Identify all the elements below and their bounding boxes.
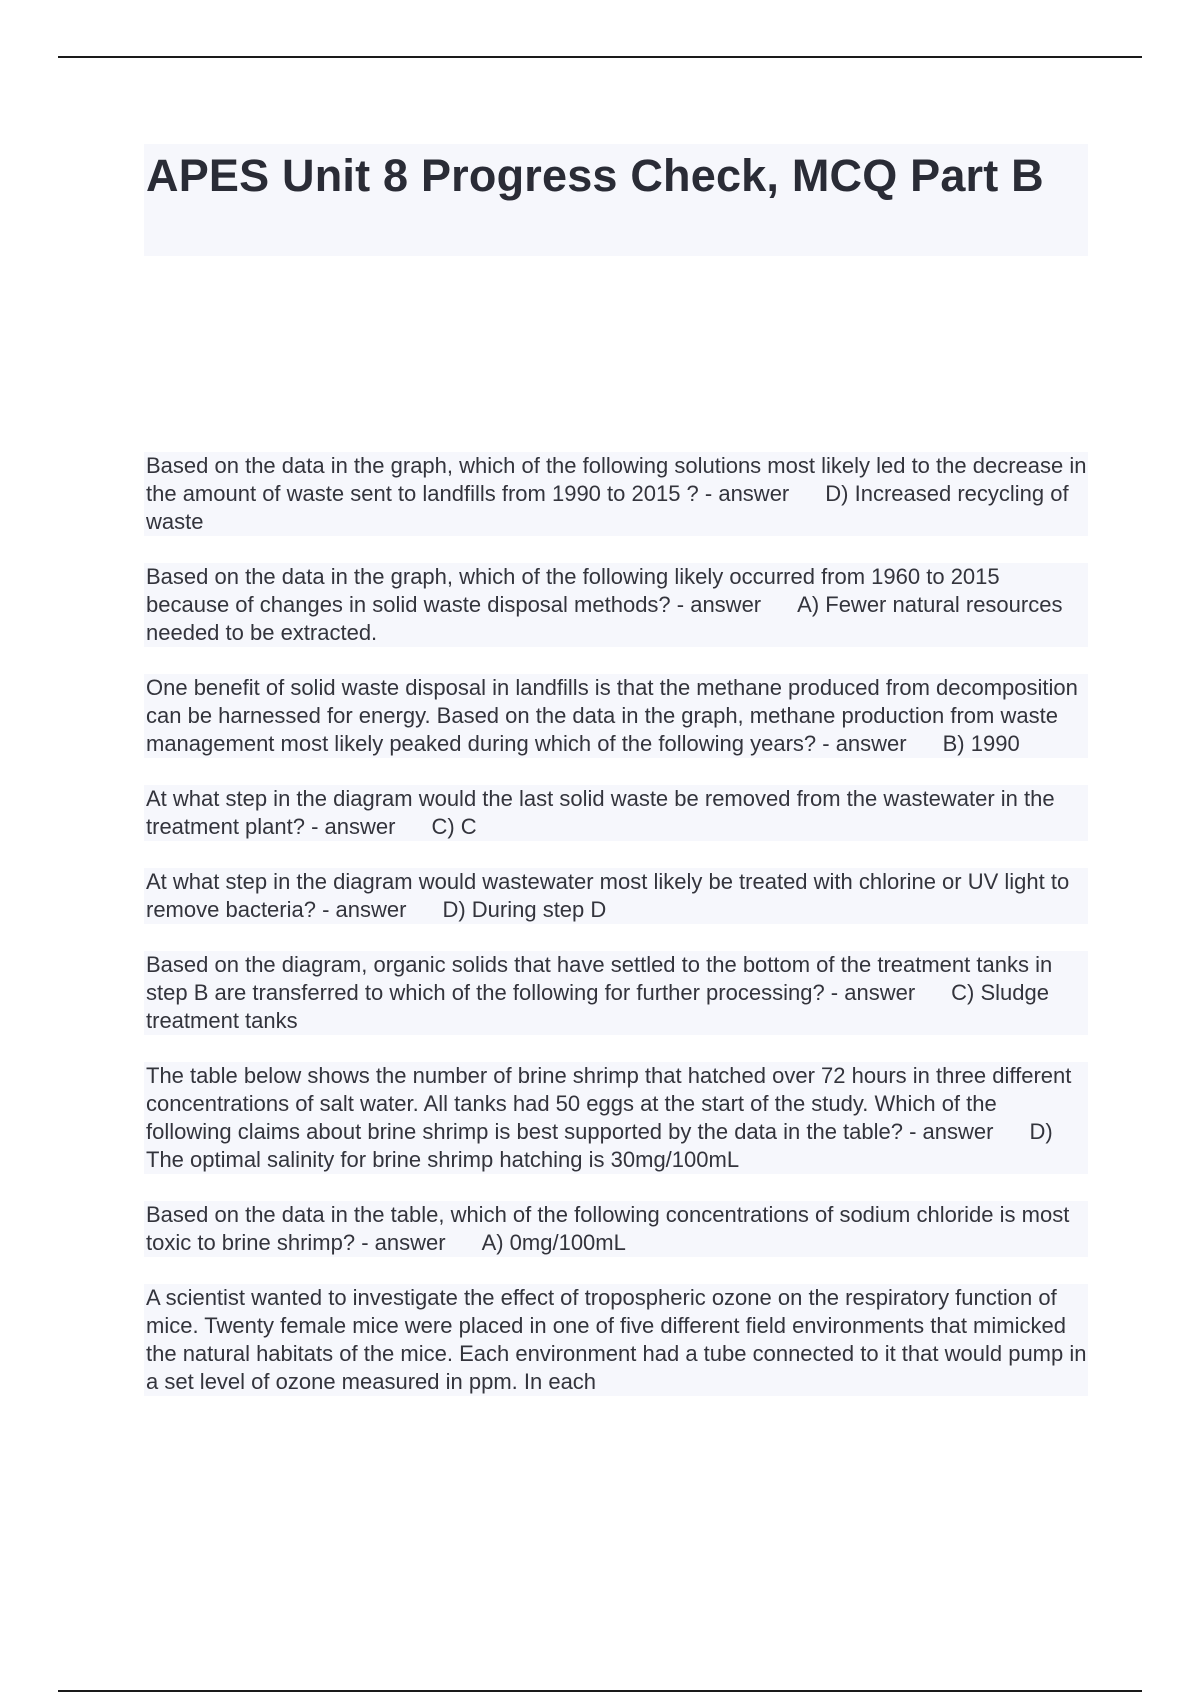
qa-item xyxy=(144,785,1088,841)
answer-text: C) Sludge treatment tanks xyxy=(146,980,1049,1033)
qa-item xyxy=(144,1284,1088,1396)
title-block xyxy=(144,144,1088,256)
answer-text: A) 0mg/100mL xyxy=(481,1230,626,1255)
answer-text: A) Fewer natural resources needed to be extracted. xyxy=(146,592,1063,645)
question-text: The table below shows the number of brine shrimp that hatched over 72 hours in three different concentrations of salt water. All tanks had 50 eggs at the start of the study. Which of the following claims about brine shrimp is best supported by the data in the table? - answer xyxy=(146,1063,1072,1144)
question-text: Based on the diagram, organic solids that have settled to the bottom of the treatment tanks in step B are transferred to which of the following for further processing? - answer xyxy=(146,952,1053,1005)
question-text: At what step in the diagram would the last solid waste be removed from the wastewater in the treatment plant? - answer xyxy=(146,786,1055,839)
answer-text: B) 1990 xyxy=(942,731,1020,756)
qa-item xyxy=(144,1062,1088,1174)
bottom-rule xyxy=(58,1690,1142,1692)
answer-text: D) The optimal salinity for brine shrimp hatching is 30mg/100mL xyxy=(146,1119,1053,1172)
qa-item xyxy=(144,951,1088,1035)
page-title: APES Unit 8 Progress Check, MCQ Part B xyxy=(146,150,1044,201)
question-text: Based on the data in the table, which of the following concentrations of sodium chloride is most toxic to brine shrimp? - answer xyxy=(146,1202,1070,1255)
top-rule xyxy=(58,56,1142,58)
qa-list xyxy=(144,452,1088,1423)
question-text: Based on the data in the graph, which of the following likely occurred from 1960 to 2015 because of changes in solid waste disposal methods? - answer xyxy=(146,564,1000,617)
qa-item xyxy=(144,452,1088,536)
qa-item xyxy=(144,563,1088,647)
question-text: At what step in the diagram would wastewater most likely be treated with chlorine or UV light to remove bacteria? - answer xyxy=(146,869,1070,922)
qa-item xyxy=(144,868,1088,924)
answer-text: C) C xyxy=(431,814,477,839)
qa-item xyxy=(144,674,1088,758)
question-text: One benefit of solid waste disposal in landfills is that the methane produced from decomposition can be harnessed for energy. Based on the data in the graph, methane production from waste management most likely peaked during which of the following years? - answer xyxy=(146,675,1078,756)
qa-item xyxy=(144,1201,1088,1257)
question-text: Based on the data in the graph, which of the following solutions most likely led to the decrease in the amount of waste sent to landfills from 1990 to 2015 ? - answer xyxy=(146,453,1087,506)
answer-text: D) During step D xyxy=(442,897,607,922)
answer-text: D) Increased recycling of waste xyxy=(146,481,1069,534)
question-text: A scientist wanted to investigate the effect of tropospheric ozone on the respiratory function of mice. Twenty female mice were placed in one of five different field environments that mimicked the natural habitats of the mice. Each environment had a tube connected to it that would pump in a set level of ozone measured in ppm. In each xyxy=(146,1285,1087,1394)
